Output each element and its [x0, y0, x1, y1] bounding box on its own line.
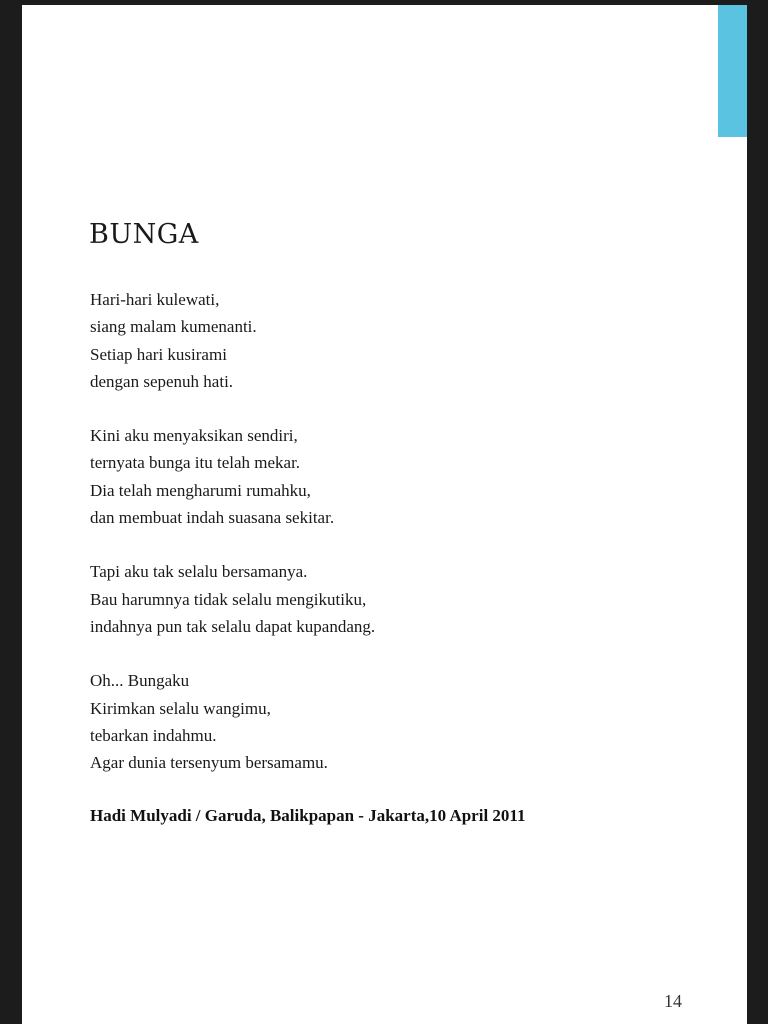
- poem-line: dan membuat indah suasana sekitar.: [90, 508, 335, 528]
- stanza: [90, 422, 710, 531]
- page-number: 14: [664, 991, 682, 1011]
- poem-line: siang malam kumenanti.: [90, 317, 257, 337]
- poem-line: tebarkan indahmu.: [90, 725, 217, 745]
- poem-line: Hari-hari kulewati,: [90, 290, 220, 309]
- poem-line: Kirimkan selalu wangimu,: [90, 698, 271, 718]
- poem-line: Oh... Bungaku: [90, 671, 190, 691]
- poem-line: ternyata bunga itu telah mekar.: [90, 453, 301, 473]
- stanza: [90, 286, 710, 395]
- poem-body: [90, 286, 710, 803]
- poem-line: dengan sepenuh hati.: [90, 371, 234, 391]
- document-page: [22, 5, 747, 1024]
- stanza: [90, 558, 710, 640]
- poem-title: BUNGA: [89, 219, 199, 250]
- poem-line: Agar dunia tersenyum bersamamu.: [90, 753, 328, 773]
- stanza: [90, 667, 710, 776]
- accent-tab: [718, 5, 747, 137]
- poem-line: Kini aku menyaksikan sendiri,: [90, 426, 298, 446]
- poem-signature: Hadi Mulyadi / Garuda, Balikpapan - Jakarta,10 April 2011: [90, 806, 526, 825]
- poem-line: Tapi aku tak selalu bersamanya.: [90, 562, 308, 582]
- poem-line: Dia telah mengharumi rumahku,: [90, 480, 311, 500]
- poem-line: Bau harumnya tidak selalu mengikutiku,: [90, 589, 367, 609]
- poem-line: indahnya pun tak selalu dapat kupandang.: [90, 616, 376, 636]
- poem-line: Setiap hari kusirami: [90, 344, 227, 364]
